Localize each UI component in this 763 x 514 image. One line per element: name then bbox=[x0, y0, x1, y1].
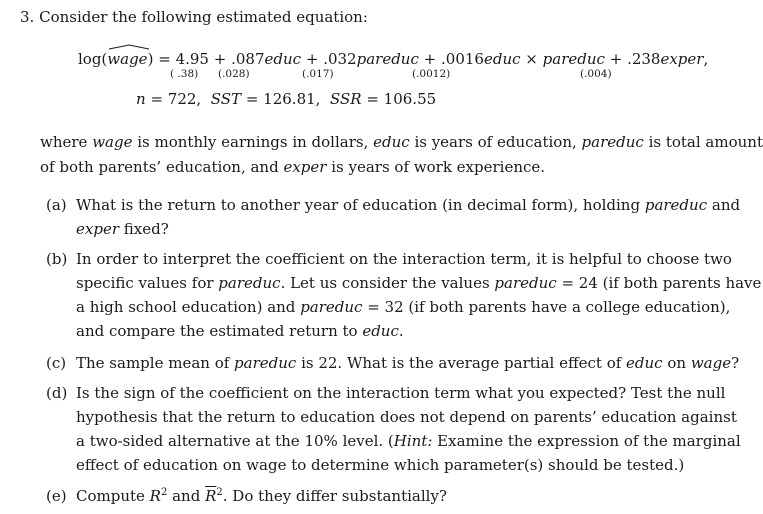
eq-var-inter-a: educ bbox=[483, 50, 521, 68]
problem-header bbox=[20, 8, 368, 26]
part-e-line-1 bbox=[76, 487, 447, 505]
part-text: a two-sided alternative at the 10% level. ( bbox=[76, 432, 394, 450]
eq-var-educ: educ bbox=[264, 50, 302, 68]
part-text: What is the return to another year of education (in decimal form), holding bbox=[76, 196, 645, 214]
part-a-line-1 bbox=[76, 196, 740, 214]
var-exper: exper bbox=[76, 220, 119, 238]
eq-coef-educ: .087 bbox=[231, 50, 265, 68]
part-d-line-4: effect of education on wage to determine which parameter(s) should be tested.) bbox=[76, 456, 685, 474]
part-text: Compute bbox=[76, 487, 150, 505]
desc-text: is years of education, bbox=[409, 133, 582, 151]
eq-intercept: 4.95 bbox=[175, 50, 209, 68]
desc-text: is monthly earnings in dollars, bbox=[132, 133, 374, 151]
regression-stats bbox=[136, 90, 436, 108]
se-pareduc: (.017) bbox=[302, 68, 334, 80]
part-text: = 32 (if both parents have a college education), bbox=[362, 298, 731, 316]
part-text: fixed? bbox=[119, 220, 169, 238]
eq-plus: + bbox=[305, 50, 319, 68]
se-intercept: ( .38) bbox=[170, 68, 199, 80]
desc-text: where bbox=[40, 133, 93, 151]
eq-coef-pareduc: .032 bbox=[323, 50, 357, 68]
part-text: is 22. What is the average partial effect of bbox=[296, 354, 627, 372]
hint-label: Hint: bbox=[393, 432, 433, 450]
var-r: R bbox=[149, 487, 161, 505]
eq-coef-interaction: .0016 bbox=[441, 50, 484, 68]
desc-var-exper: exper bbox=[283, 158, 327, 176]
part-text: . Do they differ substantially? bbox=[222, 487, 447, 505]
se-interaction: (.0012) bbox=[412, 68, 451, 80]
desc-text: of both parents’ education, and bbox=[40, 158, 284, 176]
part-text: The sample mean of bbox=[76, 354, 235, 372]
var-pareduc: pareduc bbox=[300, 298, 363, 316]
stat-sst-label: SST bbox=[210, 90, 242, 108]
eq-lhs-close: ) bbox=[147, 50, 154, 68]
stat-ssr-value: = 106.55 bbox=[366, 90, 437, 108]
part-b-line-4 bbox=[76, 322, 404, 340]
desc-var-wage: wage bbox=[92, 133, 133, 151]
part-b-line-3 bbox=[76, 298, 730, 316]
var-r-bar: $\overline{R}$ bbox=[205, 487, 217, 505]
part-b-line-2 bbox=[76, 274, 761, 292]
part-a-line-2 bbox=[76, 220, 169, 238]
superscript: 2 bbox=[160, 487, 168, 498]
part-text: . Let us consider the values bbox=[280, 274, 495, 292]
eq-wage-hat bbox=[107, 50, 147, 68]
part-text: and compare the estimated return to bbox=[76, 322, 363, 340]
var-pareduc: pareduc bbox=[644, 196, 708, 214]
widehat-icon bbox=[109, 44, 149, 50]
part-text: Examine the expression of the marginal bbox=[432, 432, 741, 450]
description-line-1 bbox=[40, 133, 763, 151]
eq-plus: + bbox=[609, 50, 623, 68]
part-b-line-1: In order to interpret the coefficient on the interaction term, it is helpful to choose two bbox=[76, 250, 732, 268]
eq-comma: , bbox=[703, 50, 709, 68]
stat-n-value: = 722, bbox=[150, 90, 202, 108]
var-pareduc: pareduc bbox=[234, 354, 297, 372]
stat-ssr-label: SSR bbox=[329, 90, 362, 108]
se-educ: (.028) bbox=[218, 68, 250, 80]
var-wage: wage bbox=[690, 354, 732, 372]
eq-plus: + bbox=[213, 50, 227, 68]
problem-number: 3. bbox=[20, 8, 35, 26]
eq-var-pareduc: pareduc bbox=[356, 50, 419, 68]
part-d-label: (d) bbox=[46, 384, 68, 402]
eq-log: log( bbox=[78, 50, 108, 68]
se-exper: (.004) bbox=[580, 68, 612, 80]
part-b-label: (b) bbox=[46, 250, 68, 268]
var-educ: educ bbox=[362, 322, 399, 340]
part-text: and bbox=[167, 487, 206, 505]
part-d-line-2: hypothesis that the return to education does not depend on parents’ education against bbox=[76, 408, 737, 426]
part-a-label: (a) bbox=[46, 196, 67, 214]
part-text: = 24 (if both parents have bbox=[556, 274, 762, 292]
eq-plus: + bbox=[423, 50, 437, 68]
part-d-line-3 bbox=[76, 432, 741, 450]
part-text: . bbox=[398, 322, 404, 340]
part-d-line-1: Is the sign of the coefficient on the interaction term what you expected? Test the null bbox=[76, 384, 726, 402]
description-line-2 bbox=[40, 158, 545, 176]
desc-text: is total amount bbox=[643, 133, 763, 151]
eq-lhs-var: wage bbox=[107, 50, 148, 68]
eq-var-exper: exper bbox=[660, 50, 704, 68]
eq-var-inter-b: pareduc bbox=[542, 50, 605, 68]
desc-var-pareduc: pareduc bbox=[581, 133, 644, 151]
var-pareduc: pareduc bbox=[494, 274, 557, 292]
part-text: and bbox=[707, 196, 741, 214]
problem-intro: Consider the following estimated equation: bbox=[39, 8, 368, 26]
part-c-label: (c) bbox=[46, 354, 67, 372]
var-educ: educ bbox=[626, 354, 663, 372]
desc-var-educ: educ bbox=[373, 133, 410, 151]
eq-equals: = bbox=[158, 50, 171, 68]
stat-n-label: n bbox=[136, 90, 146, 108]
estimated-equation bbox=[78, 50, 708, 68]
part-text: on bbox=[662, 354, 691, 372]
eq-coef-exper: .238 bbox=[627, 50, 661, 68]
part-text: specific values for bbox=[76, 274, 219, 292]
var-pareduc: pareduc bbox=[218, 274, 281, 292]
part-text: ? bbox=[731, 354, 740, 372]
stat-sst-value: = 126.81, bbox=[245, 90, 321, 108]
desc-text: is years of work experience. bbox=[326, 158, 546, 176]
part-text: a high school education) and bbox=[76, 298, 301, 316]
part-e-label: (e) bbox=[46, 487, 67, 505]
superscript: 2 bbox=[216, 487, 223, 498]
part-c-line-1 bbox=[76, 354, 739, 372]
eq-times: × bbox=[525, 50, 538, 68]
